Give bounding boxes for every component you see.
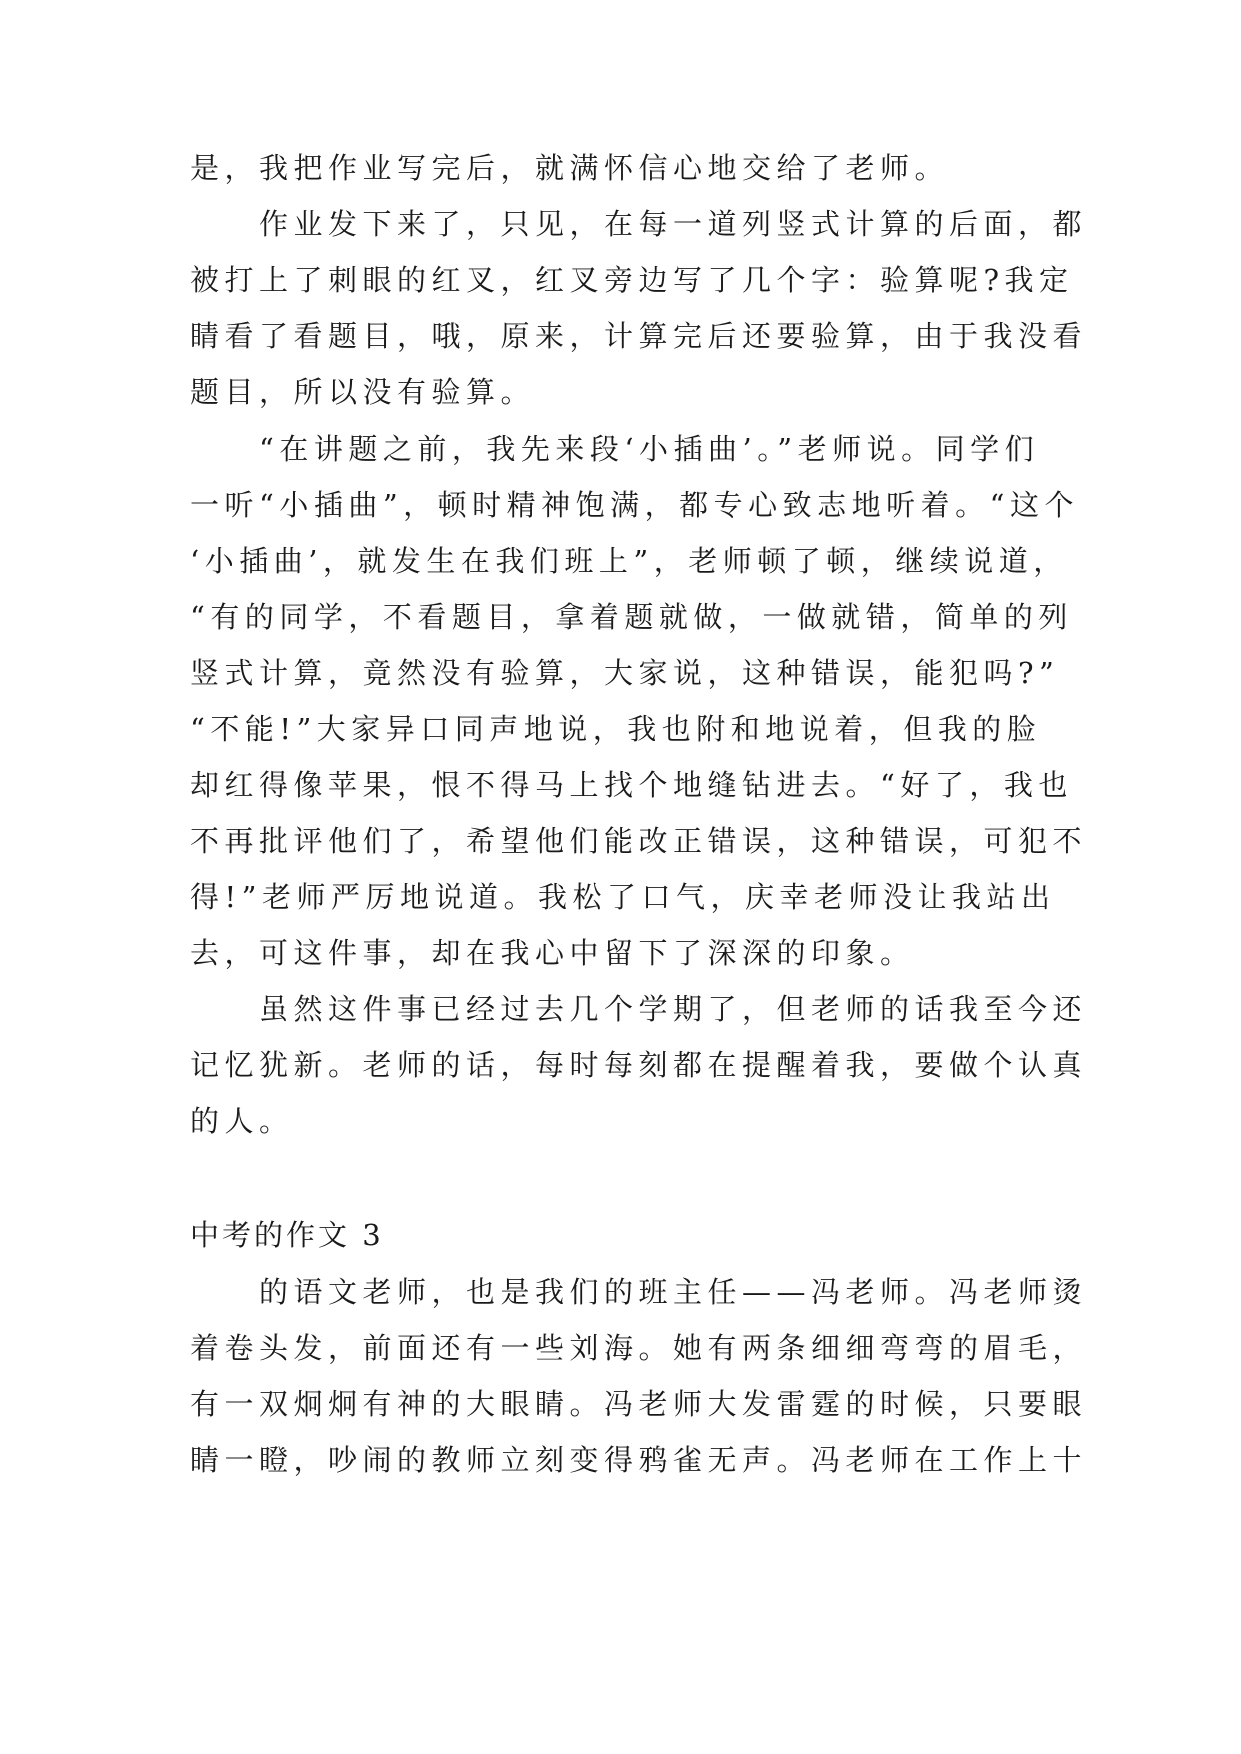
text-line: 作业发下来了，只见，在每一道列竖式计算的后面，都: [190, 207, 1088, 241]
text-line: 竖式计算，竟然没有验算，大家说，这种错误，能犯吗?”: [190, 656, 1060, 690]
section-title: 中考的作文 3: [190, 1218, 384, 1252]
text-line: ‘小插曲’，就发生在我们班上”，老师顿了顿，继续说道，: [190, 544, 1068, 578]
text-line: 睛一瞪，吵闹的教师立刻变得鸦雀无声。冯老师在工作上十: [190, 1443, 1088, 1477]
text-line: 被打上了刺眼的红叉，红叉旁边写了几个字：验算呢?我定: [190, 263, 1074, 297]
text-line: 虽然这件事已经过去几个学期了，但老师的话我至今还: [190, 992, 1088, 1026]
text-line: “在讲题之前，我先来段‘小插曲’。”老师说。同学们: [190, 432, 1040, 466]
text-line: 得!”老师严厉地说道。我松了口气，庆幸老师没让我站出: [190, 880, 1056, 914]
text-line: 的语文老师，也是我们的班主任——冯老师。冯老师烫: [190, 1275, 1088, 1309]
text-line: “有的同学，不看题目，拿着题就做，一做就错，简单的列: [190, 600, 1073, 634]
text-line: 题目，所以没有验算。: [190, 375, 536, 409]
text-line: “不能!”大家异口同声地说，我也附和地说着，但我的脸: [190, 712, 1042, 746]
text-line: 有一双炯炯有神的大眼睛。冯老师大发雷霆的时候，只要眼: [190, 1387, 1088, 1421]
text-line: 着卷头发，前面还有一些刘海。她有两条细细弯弯的眉毛，: [190, 1331, 1088, 1365]
text-line: 却红得像苹果，恨不得马上找个地缝钻进去。“好了，我也: [190, 768, 1073, 802]
text-line: 的人。: [190, 1104, 294, 1138]
text-line: 记忆犹新。老师的话，每时每刻都在提醒着我，要做个认真: [190, 1048, 1088, 1082]
text-line: 去，可这件事，却在我心中留下了深深的印象。: [190, 936, 915, 970]
text-line: 不再批评他们了，希望他们能改正错误，这种错误，可犯不: [190, 824, 1088, 858]
text-line: 是，我把作业写完后，就满怀信心地交给了老师。: [190, 151, 950, 185]
text-line: 睛看了看题目，哦，原来，计算完后还要验算，由于我没看: [190, 319, 1088, 353]
text-line: 一听“小插曲”，顿时精神饱满，都专心致志地听着。“这个: [190, 488, 1079, 522]
